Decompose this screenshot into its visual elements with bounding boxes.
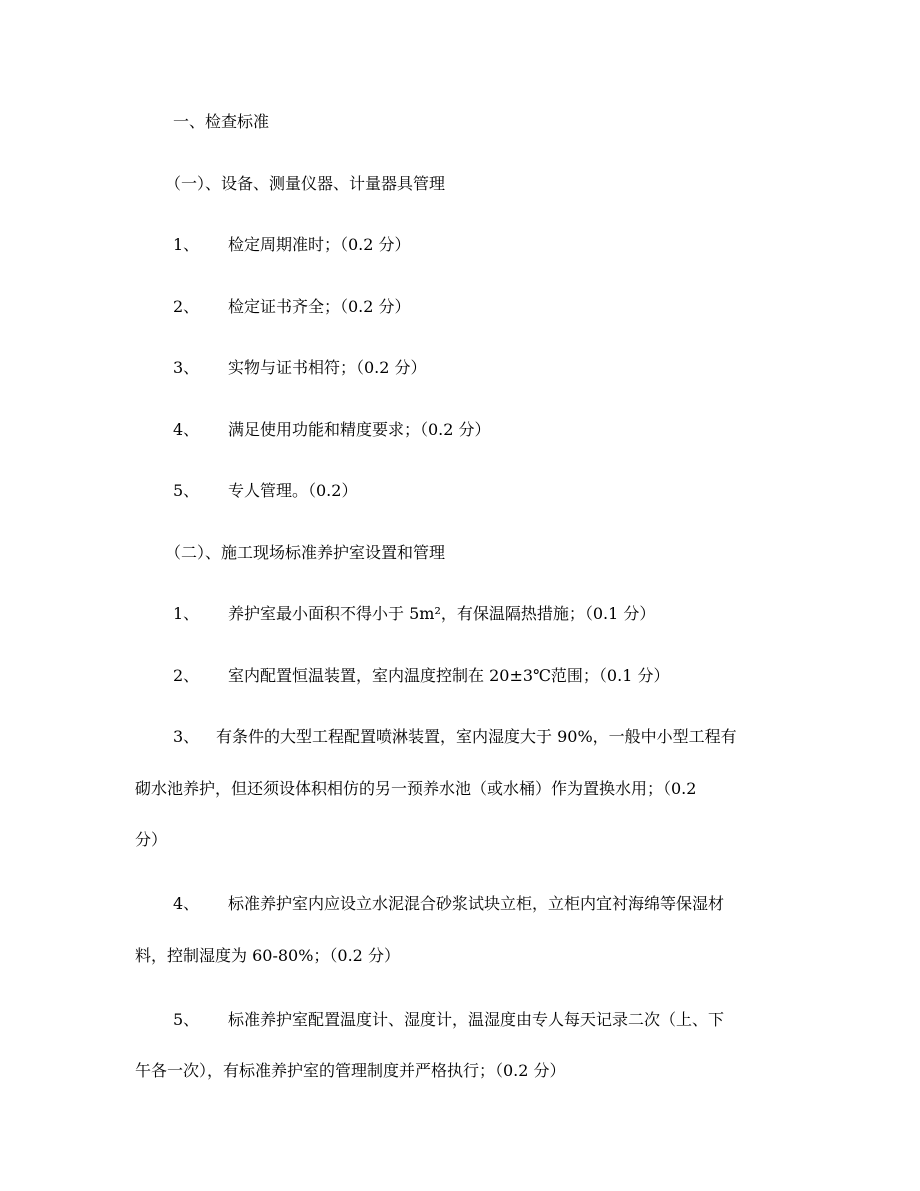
item-number: 2、 [173, 666, 200, 685]
item-number: 3、 [173, 727, 200, 746]
item-text: 标准养护室内应设立水泥混合砂浆试块立柜，立柜内宜衬海绵等保湿材 [228, 894, 725, 913]
item-number: 1、 [173, 235, 200, 254]
item-text: 养护室最小面积不得小于 5m²，有保温隔热措施；（0.1 分） [228, 604, 656, 623]
item-text-continued: 午各一次），有标准养护室的管理制度并严格执行；（0.2 分） [135, 1061, 566, 1080]
item-text-continued: 分） [135, 830, 168, 849]
item-number: 5、 [173, 481, 200, 500]
item-text: 检定周期准时；（0.2 分） [228, 235, 411, 254]
item-number: 3、 [173, 358, 200, 377]
item-text: 满足使用功能和精度要求；（0.2 分） [228, 420, 491, 439]
item-number: 2、 [173, 297, 200, 316]
item-text: 专人管理。（0.2） [228, 481, 358, 500]
heading: 一、检查标准 [173, 112, 270, 131]
item-text-continued: 料，控制湿度为 60-80%；（0.2 分） [135, 946, 400, 965]
section1-title: （一）、设备、测量仪器、计量器具管理 [165, 174, 446, 193]
item-text: 有条件的大型工程配置喷淋装置，室内湿度大于 90%，一般中小型工程有 [216, 727, 737, 746]
item-text: 标准养护室配置温度计、湿度计，温湿度由专人每天记录二次（上、下 [228, 1010, 725, 1029]
item-text: 室内配置恒温装置，室内温度控制在 20±3℃范围；（0.1 分） [228, 666, 670, 685]
item-number: 4、 [173, 420, 200, 439]
item-number: 1、 [173, 604, 200, 623]
item-number: 4、 [173, 894, 200, 913]
item-text: 实物与证书相符；（0.2 分） [228, 358, 427, 377]
item-number: 5、 [173, 1010, 200, 1029]
section2-title: （二）、施工现场标准养护室设置和管理 [165, 543, 446, 562]
item-text-continued: 砌水池养护，但还须设体积相仿的另一预养水池（或水桶）作为置换水用；（0.2 [135, 779, 697, 798]
item-text: 检定证书齐全；（0.2 分） [228, 297, 411, 316]
